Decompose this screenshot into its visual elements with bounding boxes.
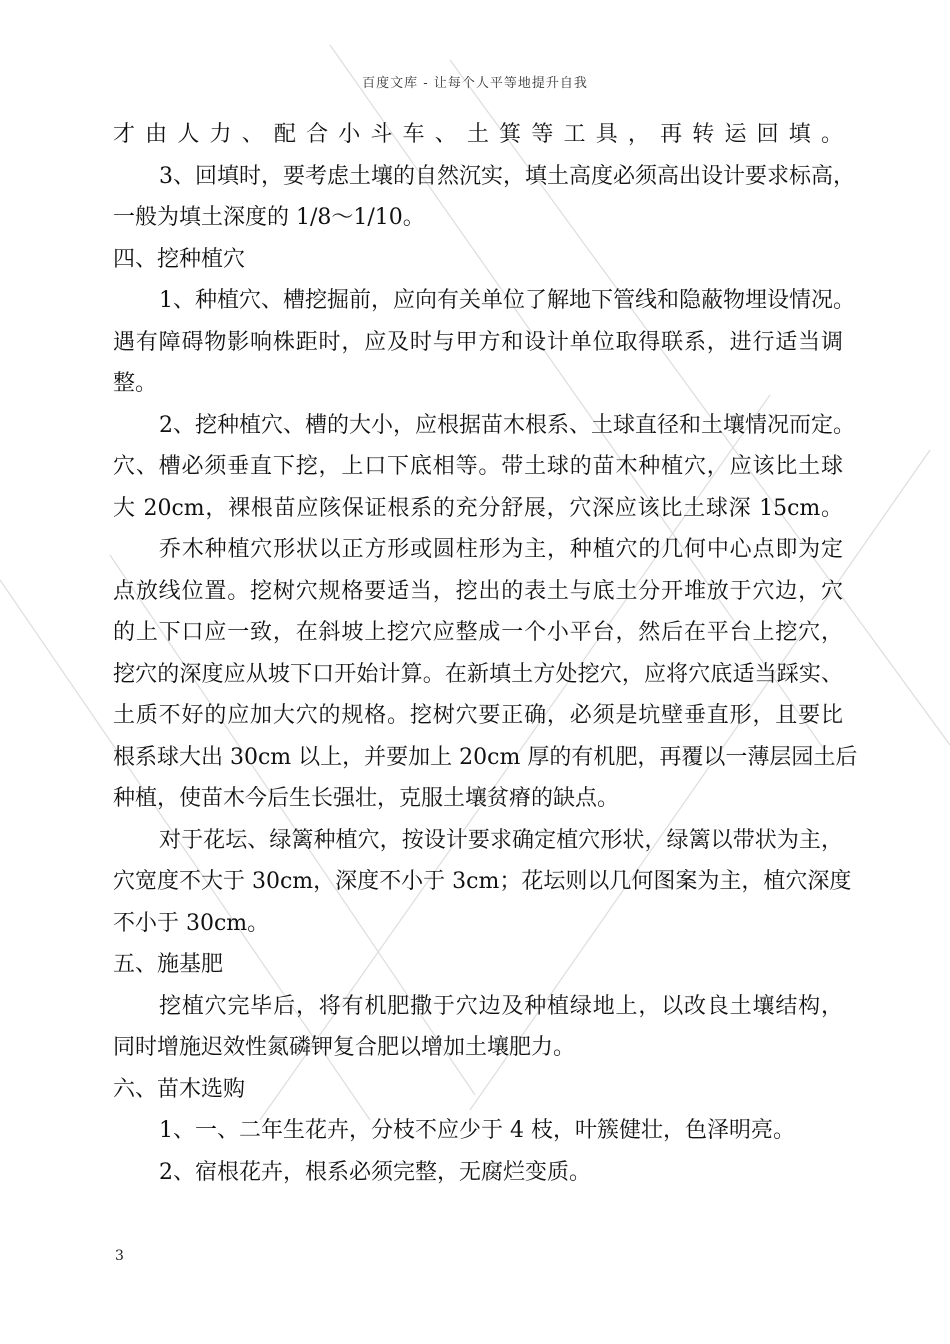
body-line: 3、回填时，要考虑土壤的自然沉实，填土高度必须高出设计要求标高， bbox=[159, 163, 855, 189]
body-line: 根系球大出 30cm 以上，并要加上 20cm 厚的有机肥，再覆以一薄层园土后 bbox=[113, 744, 858, 770]
body-line: 1、一、二年生花卉，分枝不应少于 4 枝，叶簇健壮，色泽明亮。 bbox=[159, 1118, 795, 1143]
page-header: 百度文库 - 让每个人平等地提升自我 bbox=[362, 76, 588, 91]
body-line: 的上下口应一致，在斜坡上挖穴应整成一个小平台，然后在平台上挖穴， bbox=[113, 620, 843, 645]
section-heading: 五、施基肥 bbox=[113, 952, 224, 977]
body-line: 整。 bbox=[113, 371, 158, 396]
body-line: 不小于 30cm。 bbox=[113, 910, 270, 936]
body-line: 2、宿根花卉，根系必须完整，无腐烂变质。 bbox=[159, 1159, 591, 1185]
body-line: 穴、槽必须垂直下挖，上口下底相等。带土球的苗木种植穴，应该比土球 bbox=[113, 454, 843, 479]
body-line: 同时增施迟效性氮磷钾复合肥以增加土壤肥力。 bbox=[113, 1035, 576, 1060]
body-line: 挖植穴完毕后，将有机肥撒于穴边及种植绿地上，以改良土壤结构， bbox=[159, 993, 843, 1019]
body-line: 大 20cm，裸根苗应陔保证根系的充分舒展，穴深应该比土球深 15cm。 bbox=[113, 495, 843, 521]
body-line: 2、挖种植穴、槽的大小，应根据苗木根系、土球直径和土壤情况而定。 bbox=[159, 412, 855, 438]
body-line: 挖穴的深度应从坡下口开始计算。在新填土方处挖穴，应将穴底适当踩实、 bbox=[113, 661, 843, 687]
body-line: 土质不好的应加大穴的规格。挖树穴要正确，必须是坑壁垂直形，且要比 bbox=[113, 703, 843, 728]
body-line: 才由人力、配合小斗车、土箕等工具，再转运回填。 bbox=[113, 122, 843, 147]
body-line: 对于花坛、绿篱种植穴，按设计要求确定植穴形状，绿篱以带状为主， bbox=[159, 827, 843, 853]
body-line: 种植，使苗木今后生长强壮，克服土壤贫瘠的缺点。 bbox=[113, 786, 620, 811]
page-number: 3 bbox=[115, 1248, 124, 1264]
section-heading: 六、苗木选购 bbox=[113, 1076, 246, 1102]
document-body bbox=[113, 114, 858, 1193]
body-line: 一般为填土深度的 1/8～1/10。 bbox=[113, 205, 425, 230]
body-line: 遇有障碍物影响株距时，应及时与甲方和设计单位取得联系，进行适当调 bbox=[113, 329, 843, 355]
body-line: 1、种植穴、槽挖掘前，应向有关单位了解地下管线和隐蔽物埋设情况。 bbox=[159, 288, 855, 313]
body-line: 穴宽度不大于 30cm，深度不小于 3cm；花坛则以几何图案为主，植穴深度 bbox=[113, 869, 852, 894]
body-line: 乔木种植穴形状以正方形或圆柱形为主，种植穴的几何中心点即为定 bbox=[159, 537, 843, 562]
body-line: 点放线位置。挖树穴规格要适当，挖出的表土与底土分开堆放于穴边，穴 bbox=[113, 578, 843, 604]
section-heading: 四、挖种植穴 bbox=[113, 246, 246, 272]
